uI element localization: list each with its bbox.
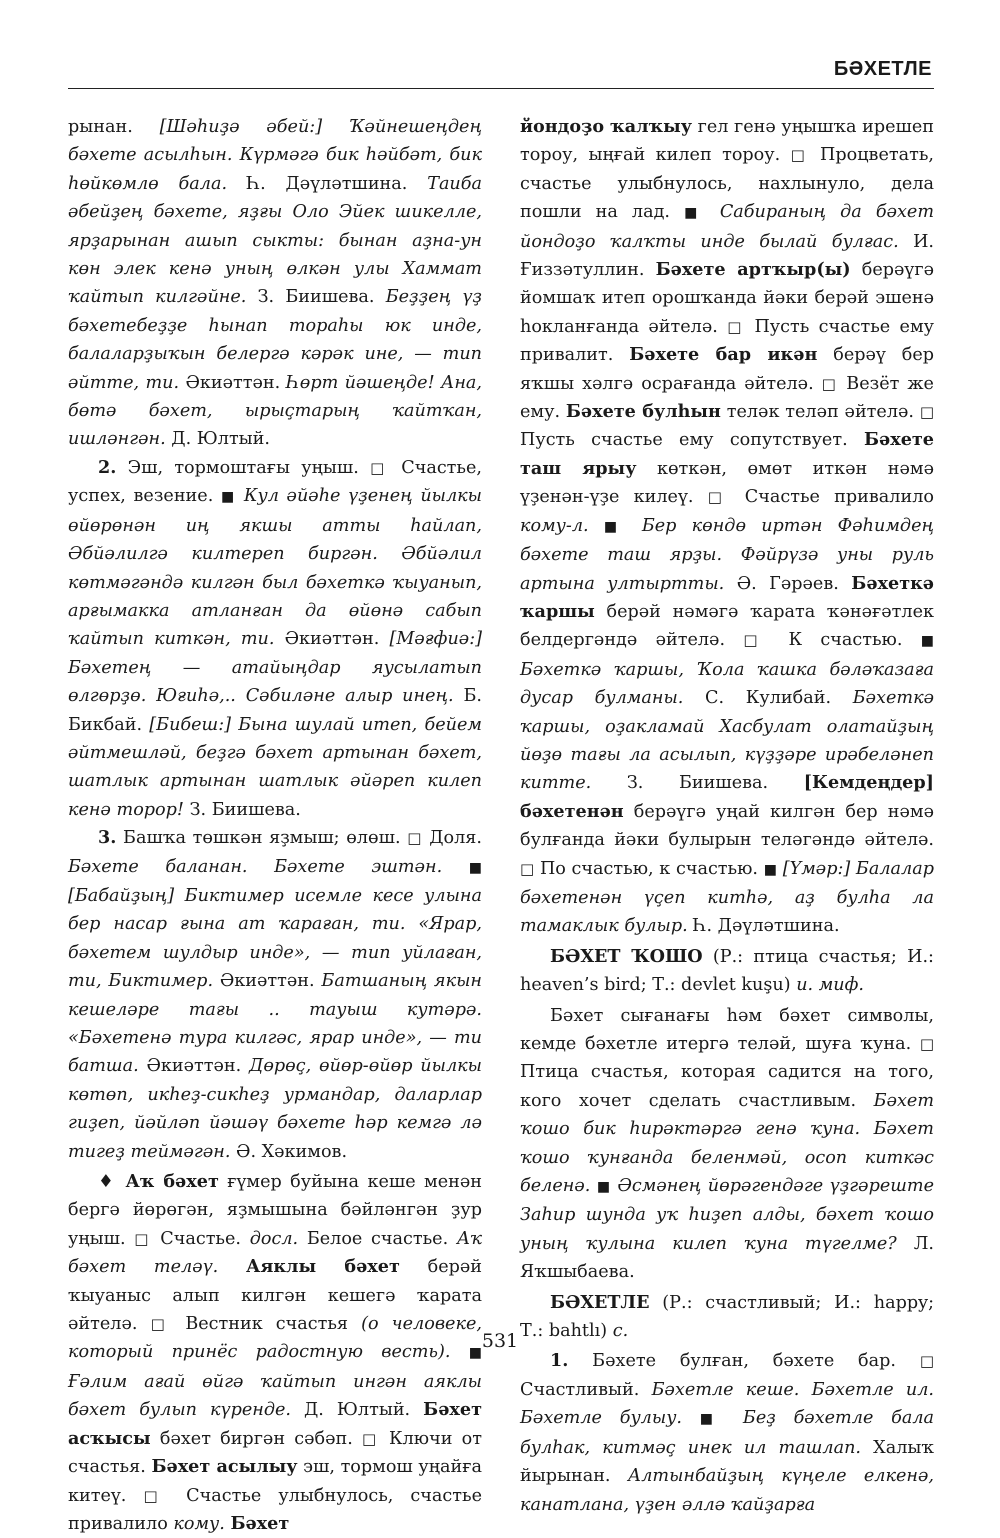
- entry-paragraph: [520, 113, 934, 941]
- headword: Бәхете артҡыр(ы): [655, 259, 851, 281]
- example-marker-icon: ■: [684, 205, 706, 222]
- right-column: [520, 113, 934, 1519]
- header-rule: [68, 88, 934, 89]
- text-run: [706, 202, 720, 222]
- headword: Бәхет асҡысы: [68, 1399, 482, 1449]
- text-run: рынан.: [68, 117, 160, 137]
- example-text: кому-л.: [520, 515, 589, 536]
- text-run: Бәхете булған, бәхете бар.: [568, 1351, 920, 1372]
- entry-paragraph: [68, 454, 482, 824]
- text-run: Әкиәттән.: [213, 971, 322, 992]
- text-run: Птица счастья, которая садится на того, кого хочет сделать счастливым.: [520, 1062, 934, 1111]
- example-text: досл.: [249, 1228, 299, 1249]
- example-text: с.: [612, 1321, 629, 1342]
- entry-paragraph: [520, 1002, 934, 1287]
- translation-marker-icon: □: [919, 403, 934, 422]
- translation-marker-icon: □: [790, 146, 810, 165]
- text-run: ғүмер буйына кеше менән бергә йөрөгән, яҙмышына бәйләнгән ҙур уңыш.: [68, 1172, 482, 1249]
- example-text: [Бабайҙың] Биктимер исемле кесе улына бер насар ғына ат ҡараған, ти. «Ярар, бәхетем шулдыр инде», — тип уйлаған, ти, Биктимер.: [68, 885, 482, 992]
- entry-paragraph: [520, 1347, 934, 1518]
- text-run: [627, 516, 642, 536]
- text-run: И. Ғиззәтуллин.: [520, 231, 935, 281]
- example-text: [Бибеш:] Бына шулай итеп, бейем әйтмешләй, беҙгә бәхет артынан бәхет, шатлык артынан шатлык әйәреп килеп кенә торор!: [68, 714, 482, 820]
- text-run: Һ. Дәүләтшина.: [687, 916, 840, 937]
- text-run: [236, 486, 244, 506]
- text-run: Ключи от счастья.: [68, 1428, 482, 1478]
- headword: 1.: [550, 1350, 569, 1372]
- example-text: Әсмәнең йөрәгендәге үҙгәреште Заһир шунда уҡ һиҙеп алды, бәхет ҡошо уның ҡулына килеп ҡуна түгелме?: [520, 1176, 935, 1254]
- text-run: Әкиәттән.: [138, 1056, 250, 1077]
- translation-marker-icon: □: [919, 1352, 934, 1371]
- text-run: берәүгә уңай килгән бер нәмә булғанда йәки булырын теләгәндә әйтелә.: [520, 801, 934, 851]
- headword: БӘХЕТ ҠОШО: [550, 945, 703, 967]
- example-text: [Шәһиҙә әбей:] Ҡәйнешеңдең бәхете асылһын. Күрмәгә бик һәйбәт, бик һөйкөмлө бала.: [68, 117, 482, 194]
- text-run: [589, 516, 604, 536]
- page-number: 531: [481, 1330, 519, 1352]
- headword: [Кемдеңдер] бәхетенән: [520, 772, 934, 822]
- translation-marker-icon: □: [707, 488, 731, 507]
- translation-marker-icon: □: [362, 1429, 380, 1448]
- text-run: Әкиәттән.: [179, 372, 287, 393]
- example-marker-icon: ■: [603, 518, 627, 535]
- text-run: Ә. Гәрәев.: [724, 573, 852, 594]
- example-text: кому.: [173, 1513, 225, 1534]
- headword: йондоҙо ҡалҡыу: [520, 116, 693, 137]
- text-run: [725, 1408, 743, 1428]
- example-marker-icon: ■: [920, 633, 934, 650]
- example-text: Бер көндө иртән Фәһимдең бәхете таш ярҙы. Фәйрүзә уны руль артына ултыртты.: [520, 515, 935, 594]
- translation-marker-icon: □: [150, 1315, 173, 1334]
- text-run: Вестник счастья: [172, 1314, 362, 1335]
- translation-marker-icon: □: [134, 1229, 152, 1248]
- translation-marker-icon: □: [370, 458, 390, 477]
- text-run: берәй ҡыуаныс алып килгән кешегә ҡарата әйтелә.: [68, 1257, 483, 1335]
- text-run: З. Биишева.: [591, 773, 804, 794]
- translation-marker-icon: □: [520, 859, 535, 878]
- example-text: (о человеке, который принёс радостную весть).: [68, 1314, 482, 1363]
- text-run: Һ. Дәүләтшина.: [227, 173, 428, 194]
- example-text: Бәхете баланан. Бәхете эштән.: [68, 856, 443, 877]
- example-text: Кул әйәһе үҙенең йылкы өйөрөнән иң якшы атты һайлап, Әбйәлилгә килтереп биргән. Әбйәлил көтмәгәндә килгән был бәхеткә ҡыуанып, арғымакка атланған да өйөнә сабып ҡайтып киткән, ти.: [68, 486, 483, 650]
- text-run: эш, тормош уңайға китеү.: [68, 1457, 482, 1506]
- translation-marker-icon: □: [821, 374, 839, 393]
- translation-marker-icon: □: [743, 631, 771, 650]
- text-run: Халыҡ йырынан.: [520, 1437, 934, 1487]
- example-text: Батшаның якын кешеләре тағы .. тауыш кутәрә. «Бәхетенә тура килгәс, ярар инде», — ти батша.: [68, 971, 482, 1077]
- translation-marker-icon: □: [407, 829, 423, 848]
- text-run: Везёт же ему.: [520, 373, 934, 423]
- translation-marker-icon: □: [727, 317, 746, 336]
- headword: Бәхете булһын: [565, 401, 721, 423]
- example-text: и. миф.: [796, 975, 864, 996]
- example-text: Һөрт йәшеңде! Ана, бөтә бәхет, ырыҫтарың ҡайтҡан, ишләнгән.: [68, 372, 482, 450]
- text-run: Доля.: [422, 828, 482, 849]
- text-run: Счастье улыбнулось, счастье привалило: [68, 1485, 482, 1534]
- text-run: З. Биишева.: [183, 799, 301, 820]
- text-run: Белое счастье.: [298, 1228, 457, 1249]
- entry-paragraph: [68, 824, 482, 1166]
- headword: Аяклы бәхет: [246, 1256, 400, 1278]
- example-marker-icon: ■: [220, 489, 237, 506]
- text-run: берәй нәмәгә ҡарата ҡәнәғәтлек белдергәндә әйтелә.: [520, 601, 934, 651]
- text-run: гел генә уңышҡа ирешеп тороу, ыңғай килеп тороу.: [520, 117, 934, 166]
- text-run: [218, 1257, 246, 1277]
- text-run: Д. Юлтый.: [165, 429, 270, 450]
- text-run: К счастью.: [770, 630, 921, 651]
- headword: Бәхеткә ҡаршы: [520, 572, 934, 622]
- text-run: берәү бер яҡшы хәлгә осрағанда әйтелә.: [520, 345, 934, 394]
- headword: ♦ Аҡ бәхет: [98, 1171, 219, 1193]
- text-run: Счастливый.: [520, 1379, 652, 1400]
- running-head: БӘХЕТЛЕ: [833, 58, 932, 80]
- text-run: бәхет биргән сәбәп.: [150, 1428, 363, 1449]
- example-text: Алтынбайҙың күңеле елкенә, канатлана, үҙен әллә ҡайҙарға: [520, 1466, 934, 1515]
- text-run: Бәхет сығанағы һәм бәхет символы, кемде бәхетле итергә теләй, шуға ҡуна.: [520, 1005, 934, 1054]
- text-run: С. Кулибай.: [683, 688, 853, 709]
- example-text: Бәхет ҡошо бик һирәктәргә генә ҡуна. Бәхет ҡошо ҡунғанда беленмәй, осоп киткәс беленә.: [520, 1090, 934, 1197]
- text-run: [442, 857, 469, 877]
- example-marker-icon: ■: [596, 1179, 611, 1196]
- text-run: Пусть счастье ему сопутствует.: [520, 430, 864, 451]
- example-marker-icon: ■: [468, 859, 482, 876]
- text-run: Счастье привалило: [730, 487, 934, 508]
- example-text: Бәхетле кеше. Бәхетле ил. Бәхетле булыу.: [520, 1379, 934, 1429]
- example-text: Аҡ бәхет теләү.: [68, 1228, 482, 1278]
- text-run: Эш, тормоштағы уңыш.: [116, 457, 371, 478]
- text-run: Пусть счастье ему привалит.: [520, 316, 934, 366]
- example-text: Беҙҙең үҙ бәхетебеҙҙе һынап тораһы юк инде, балаларҙыҡын белергә кәрәк ине, — тип әйтте, ти.: [68, 287, 482, 393]
- headword: Бәхете бар икән: [629, 344, 818, 366]
- example-text: Таиба әбейҙең бәхете, яҙғы Оло Эйек шикелле, ярҙарынан ашып сыкты: бынан аҙна-ун көн элек кенә уның өлкән улы Хаммат ҡайтып килгәйне.: [68, 173, 482, 308]
- left-column: [68, 113, 482, 1538]
- text-run: Ә. Хәкимов.: [230, 1141, 348, 1162]
- translation-marker-icon: □: [919, 1035, 934, 1053]
- example-text: Ғәлим ағай өйгә ҡайтып ингән аяклы бәхет булып күренде.: [68, 1371, 482, 1421]
- text-run: Счастье, успех, везение.: [68, 457, 482, 507]
- example-text: Бәхеткә ҡаршы, Ҡола ҡашка бәләҡазаға дусар булманы.: [520, 659, 934, 709]
- text-run: Б. Бикбай.: [68, 686, 482, 735]
- example-text: [Мәғфиә:] Бәхетең — атайыңдар яусылатып өлгөрҙө. Юғиһә,.. Сәбиләне алыр инең.: [68, 629, 482, 707]
- text-run: (Р.: счастливый; И.: happy; Т.: bahtlı): [520, 1292, 934, 1342]
- entry-paragraph: [68, 1168, 482, 1538]
- text-run: По счастью, к счастью.: [534, 858, 764, 879]
- headword: БӘХЕТЛЕ: [550, 1291, 650, 1313]
- text-run: берәүгә йомшаҡ итеп орошҡанда йәки берәй эшенә һокланғанда әйтелә.: [520, 260, 934, 337]
- text-run: көткән, өмөт иткән нәмә үҙенән-үҙе килеү.: [520, 458, 934, 508]
- text-run: Әкиәттән.: [274, 629, 390, 650]
- text-run: Счастье.: [151, 1228, 250, 1249]
- example-marker-icon: ■: [468, 1345, 482, 1362]
- translation-marker-icon: □: [143, 1486, 170, 1505]
- example-text: [Үмәр:] Балалар бәхетенән үҫеп китһә, аҙ булһа ла тамаклык булыр.: [520, 858, 934, 937]
- headword: 3.: [98, 827, 117, 849]
- entry-paragraph: [68, 113, 482, 454]
- text-run: [682, 1408, 700, 1428]
- example-text: Дөрөҫ, өйөр-өйөр йылкы көтөп, икһеҙ-сикһеҙ урмандар, даларлар гиҙеп, йәйләп йәшәү бәхете һәр кемгә лә тигеҙ теймәгән.: [68, 1056, 482, 1162]
- headword: Бәхет асылыу: [151, 1456, 298, 1478]
- text-run: Л. Яҡшыбаева.: [520, 1233, 934, 1283]
- text-run: Башҡа төшкән яҙмыш; өлөш.: [116, 828, 408, 849]
- example-marker-icon: ■: [699, 1411, 726, 1428]
- text-run: З. Биишева.: [246, 287, 386, 308]
- example-text: Беҙ бәхетле бала булһак, китмәҫ инек ил ташлап.: [520, 1408, 935, 1458]
- text-run: теләк теләп әйтелә.: [720, 402, 920, 423]
- text-run: Процветать, счастье улыбнулось, нахлынуло, дела пошли на лад.: [520, 145, 934, 223]
- text-run: Д. Юлтый.: [290, 1400, 424, 1421]
- example-text: Бәхеткә ҡаршы, оҙакламай Хасбулат олатайҙың йөҙө тағы ла асылып, күҙҙәре ирәбеләнеп китте.: [520, 688, 934, 794]
- headword: Бәхете таш ярыу: [520, 429, 934, 479]
- headword: 2.: [98, 456, 117, 478]
- headword: Бәхет: [230, 1512, 290, 1534]
- entry-paragraph: [520, 943, 934, 1000]
- example-marker-icon: ■: [763, 861, 778, 878]
- text-run: (Р.: птица счастья; И.: heaven’s bird; Т.: devlet kuşu): [520, 946, 934, 996]
- example-text: Сабираның да бәхет йондоҙо ҡалҡты инде былай булғас.: [520, 202, 934, 252]
